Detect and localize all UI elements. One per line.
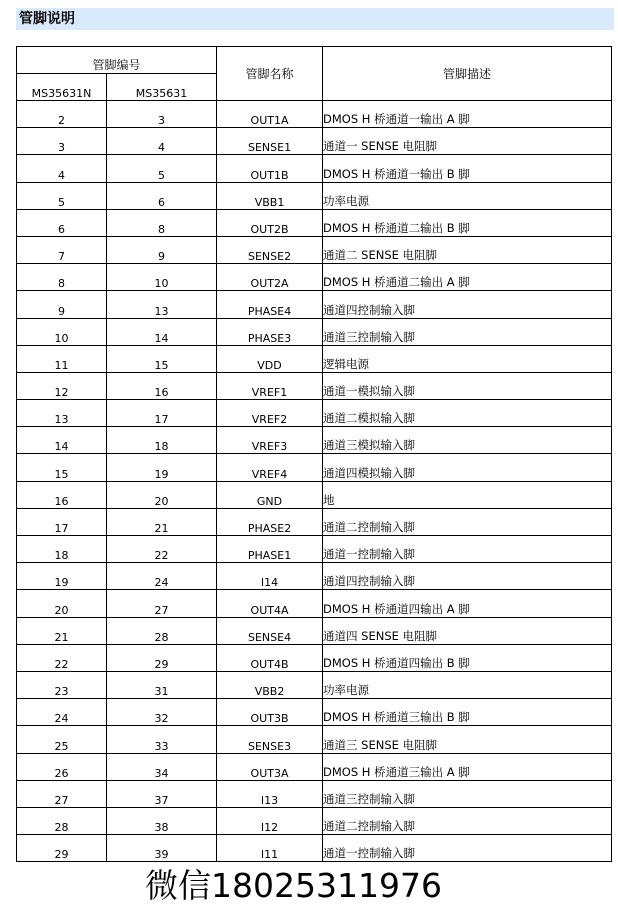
table-row — [17, 699, 612, 726]
pin-number-ms35631n: 12 — [17, 372, 107, 399]
pin-description: DMOS H 桥通道一输出 A 脚 — [323, 101, 612, 128]
pin-number-ms35631: 10 — [107, 264, 217, 291]
pin-number-ms35631: 20 — [107, 481, 217, 508]
pin-number-ms35631: 3 — [107, 101, 217, 128]
pin-name: OUT1B — [217, 155, 323, 182]
pin-number-ms35631n: 4 — [17, 155, 107, 182]
pin-name: OUT1A — [217, 101, 323, 128]
table-row — [17, 345, 612, 372]
pin-description: DMOS H 桥通道四输出 A 脚 — [323, 590, 612, 617]
pin-description: 地 — [323, 481, 612, 508]
pin-number-ms35631: 19 — [107, 454, 217, 481]
pin-number-ms35631n: 2 — [17, 101, 107, 128]
pin-number-ms35631n: 16 — [17, 481, 107, 508]
pin-name: PHASE4 — [217, 291, 323, 318]
pin-description: 功率电源 — [323, 671, 612, 698]
table-row — [17, 726, 612, 753]
pin-number-ms35631n: 27 — [17, 780, 107, 807]
table-row — [17, 372, 612, 399]
pin-name: VREF2 — [217, 400, 323, 427]
pin-number-ms35631n: 28 — [17, 807, 107, 834]
pin-number-ms35631n: 6 — [17, 209, 107, 236]
table-row — [17, 209, 612, 236]
pin-description: 通道三控制输入脚 — [323, 780, 612, 807]
pin-number-ms35631: 37 — [107, 780, 217, 807]
pin-number-ms35631: 8 — [107, 209, 217, 236]
pin-description: 通道四模拟输入脚 — [323, 454, 612, 481]
table-row — [17, 835, 612, 862]
table-row — [17, 508, 612, 535]
pin-number-ms35631: 6 — [107, 182, 217, 209]
pin-number-ms35631: 4 — [107, 128, 217, 155]
pin-description: 通道一控制输入脚 — [323, 835, 612, 862]
pin-name: OUT2A — [217, 264, 323, 291]
table-row — [17, 236, 612, 263]
table-row — [17, 563, 612, 590]
pin-name-header: 管脚名称 — [217, 47, 323, 101]
pin-name: OUT4B — [217, 644, 323, 671]
ms35631-column-header: MS35631 — [107, 74, 217, 101]
pin-number-ms35631: 32 — [107, 699, 217, 726]
pin-number-ms35631: 34 — [107, 753, 217, 780]
pin-description: DMOS H 桥通道一输出 B 脚 — [323, 155, 612, 182]
pin-name: OUT3A — [217, 753, 323, 780]
pin-number-ms35631n: 15 — [17, 454, 107, 481]
pin-name: SENSE3 — [217, 726, 323, 753]
pin-name: I13 — [217, 780, 323, 807]
pin-description: 通道二控制输入脚 — [323, 807, 612, 834]
pin-name: PHASE3 — [217, 318, 323, 345]
pin-number-ms35631: 29 — [107, 644, 217, 671]
table-row — [17, 128, 612, 155]
pin-number-ms35631n: 17 — [17, 508, 107, 535]
pin-name: SENSE2 — [217, 236, 323, 263]
table-row — [17, 536, 612, 563]
pin-number-ms35631n: 20 — [17, 590, 107, 617]
table-row — [17, 753, 612, 780]
table-row — [17, 182, 612, 209]
pin-number-ms35631n: 7 — [17, 236, 107, 263]
pin-name: VBB2 — [217, 671, 323, 698]
pin-name: OUT3B — [217, 699, 323, 726]
pin-number-ms35631: 21 — [107, 508, 217, 535]
pin-number-ms35631: 33 — [107, 726, 217, 753]
table-row — [17, 671, 612, 698]
pin-name: VBB1 — [217, 182, 323, 209]
pin-number-ms35631: 38 — [107, 807, 217, 834]
pin-number-ms35631n: 10 — [17, 318, 107, 345]
pin-name: I11 — [217, 835, 323, 862]
pin-description: DMOS H 桥通道三输出 B 脚 — [323, 699, 612, 726]
pin-description: 通道三控制输入脚 — [323, 318, 612, 345]
table-row — [17, 590, 612, 617]
pin-number-ms35631n: 29 — [17, 835, 107, 862]
table-row — [17, 644, 612, 671]
pin-description: DMOS H 桥通道二输出 A 脚 — [323, 264, 612, 291]
pin-description: 通道三 SENSE 电阻脚 — [323, 726, 612, 753]
pin-description: 通道二控制输入脚 — [323, 508, 612, 535]
pin-name: I14 — [217, 563, 323, 590]
pin-description: 通道二 SENSE 电阻脚 — [323, 236, 612, 263]
contact-watermark: 微信18025311976 — [145, 866, 442, 905]
pin-description: DMOS H 桥通道四输出 B 脚 — [323, 644, 612, 671]
pin-number-ms35631: 18 — [107, 427, 217, 454]
pin-number-ms35631: 17 — [107, 400, 217, 427]
pin-description: 功率电源 — [323, 182, 612, 209]
pin-number-ms35631n: 21 — [17, 617, 107, 644]
pin-description: 通道一控制输入脚 — [323, 536, 612, 563]
pin-number-ms35631n: 26 — [17, 753, 107, 780]
pin-number-ms35631: 15 — [107, 345, 217, 372]
pin-name: SENSE1 — [217, 128, 323, 155]
pin-description: DMOS H 桥通道三输出 A 脚 — [323, 753, 612, 780]
table-row — [17, 318, 612, 345]
pin-name: VDD — [217, 345, 323, 372]
table-row — [17, 454, 612, 481]
pin-number-ms35631: 22 — [107, 536, 217, 563]
pin-number-ms35631n: 23 — [17, 671, 107, 698]
pin-number-ms35631n: 18 — [17, 536, 107, 563]
pin-name: OUT4A — [217, 590, 323, 617]
pin-name: GND — [217, 481, 323, 508]
pin-number-ms35631: 31 — [107, 671, 217, 698]
pin-name: VREF3 — [217, 427, 323, 454]
pin-name: OUT2B — [217, 209, 323, 236]
pin-description: 通道四 SENSE 电阻脚 — [323, 617, 612, 644]
pin-description: 通道四控制输入脚 — [323, 563, 612, 590]
pin-number-ms35631: 5 — [107, 155, 217, 182]
pin-number-ms35631n: 9 — [17, 291, 107, 318]
pin-name: PHASE2 — [217, 508, 323, 535]
pin-number-ms35631: 28 — [107, 617, 217, 644]
pin-description: 通道一模拟输入脚 — [323, 372, 612, 399]
table-row — [17, 807, 612, 834]
pin-number-ms35631n: 19 — [17, 563, 107, 590]
pin-number-ms35631n: 14 — [17, 427, 107, 454]
pin-number-group-header: 管脚编号 — [17, 47, 217, 74]
pin-description-table — [16, 46, 612, 862]
pin-name: VREF1 — [217, 372, 323, 399]
table-row — [17, 617, 612, 644]
pin-number-ms35631n: 13 — [17, 400, 107, 427]
pin-number-ms35631: 13 — [107, 291, 217, 318]
pin-number-ms35631n: 5 — [17, 182, 107, 209]
pin-number-ms35631: 14 — [107, 318, 217, 345]
pin-description: 通道三模拟输入脚 — [323, 427, 612, 454]
pin-description-header: 管脚描述 — [323, 47, 612, 101]
pin-number-ms35631: 27 — [107, 590, 217, 617]
pin-description: 逻辑电源 — [323, 345, 612, 372]
pin-name: PHASE1 — [217, 536, 323, 563]
table-row — [17, 264, 612, 291]
section-title: 管脚说明 — [16, 8, 614, 30]
pin-number-ms35631n: 11 — [17, 345, 107, 372]
table-row — [17, 101, 612, 128]
pin-description: 通道四控制输入脚 — [323, 291, 612, 318]
pin-description: DMOS H 桥通道二输出 B 脚 — [323, 209, 612, 236]
pin-name: I12 — [217, 807, 323, 834]
table-row — [17, 291, 612, 318]
pin-description: 通道二模拟输入脚 — [323, 400, 612, 427]
pin-name: VREF4 — [217, 454, 323, 481]
table-row — [17, 481, 612, 508]
pin-number-ms35631: 39 — [107, 835, 217, 862]
pin-number-ms35631n: 25 — [17, 726, 107, 753]
pin-number-ms35631n: 8 — [17, 264, 107, 291]
table-row — [17, 155, 612, 182]
pin-number-ms35631n: 3 — [17, 128, 107, 155]
pin-number-ms35631: 9 — [107, 236, 217, 263]
table-row — [17, 780, 612, 807]
table-row — [17, 400, 612, 427]
pin-number-ms35631: 24 — [107, 563, 217, 590]
table-row — [17, 427, 612, 454]
pin-name: SENSE4 — [217, 617, 323, 644]
pin-number-ms35631n: 24 — [17, 699, 107, 726]
pin-number-ms35631n: 22 — [17, 644, 107, 671]
ms35631n-column-header: MS35631N — [17, 74, 107, 101]
pin-number-ms35631: 16 — [107, 372, 217, 399]
pin-description: 通道一 SENSE 电阻脚 — [323, 128, 612, 155]
